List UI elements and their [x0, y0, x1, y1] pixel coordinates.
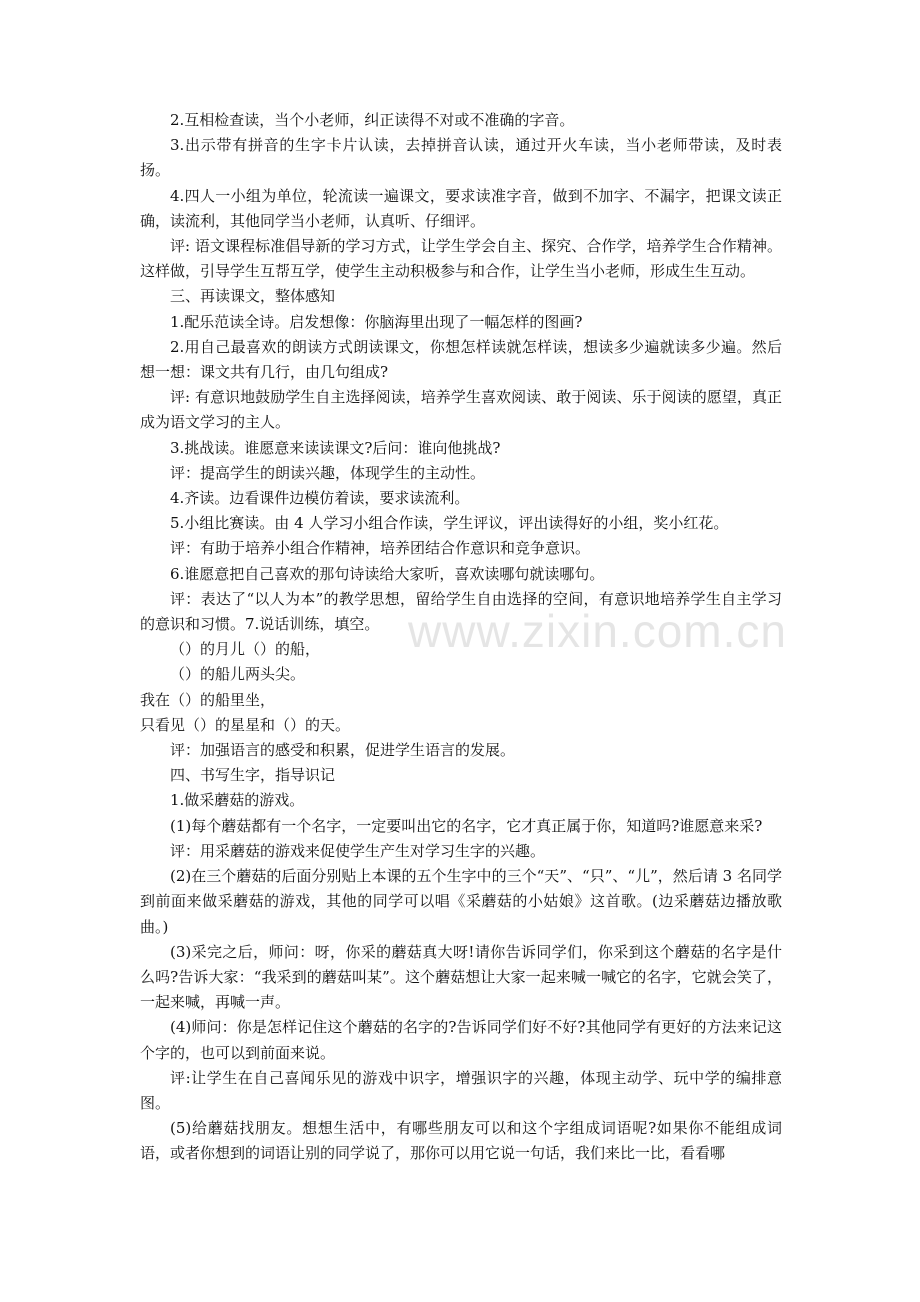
watermark: www.zixin.com.cn — [408, 605, 787, 657]
paragraph: 评: 有意识地鼓励学生自主选择阅读，培养学生喜欢阅读、敢于阅读、乐于阅读的愿望，真正成为语文学习的主人。 — [140, 388, 782, 432]
section-heading: 四、书写生字，指导识记 — [170, 766, 336, 785]
paragraph: 2.互相检查读，当个小老师，纠正读得不对或不准确的字音。 — [170, 111, 575, 129]
paragraph: 1.做采蘑菇的游戏。 — [170, 791, 305, 810]
fill-blank-line: （）的月儿（）的船， — [170, 640, 321, 659]
fill-blank-line: 只看见（）的星星和（）的天。 — [140, 715, 351, 734]
paragraph: (3)采完之后，师问：呀，你采的蘑菇真大呀!请你告诉同学们，你采到这个蘑菇的名字是什么吗?告诉大家：“我采到的蘑菇叫某”。这个蘑菇想让大家一起来喊一喊它的名字，它就会笑了，一起来喊，再喊一声。 — [140, 942, 782, 1012]
fill-blank-line: （）的船儿两头尖。 — [170, 665, 306, 684]
paragraph: (2)在三个蘑菇的后面分别贴上本课的五个生字中的三个“天”、“只”、“儿”，然后请 3 名同学到前面来做采蘑菇的游戏，其他的同学可以唱《采蘑菇的小姑娘》这首歌。(边采蘑菇边播放歌曲。) — [140, 867, 782, 936]
paragraph: 4.齐读。边看课件边模仿着读，要求读流利。 — [170, 489, 470, 508]
paragraph: 3.出示带有拼音的生字卡片认读，去掉拼音认读，通过开火车读，当小老师带读，及时表扬。 — [140, 136, 782, 180]
section-heading: 三、再读课文，整体感知 — [170, 287, 336, 306]
paragraph: 1.配乐范读全诗。启发想像：你脑海里出现了一幅怎样的图画? — [170, 312, 583, 331]
fill-blank-line: 我在（）的船里坐， — [140, 690, 276, 709]
paragraph: 评:让学生在自己喜闻乐见的游戏中识字，增强识字的兴趣，体现主动学、玩中学的编排意图。 — [140, 1068, 782, 1112]
paragraph: 评: 语文课程标准倡导新的学习方式，让学生学会自主、探究、合作学，培养学生合作精神。这样做，引导学生互帮互学，使学生主动积极参与和合作，让学生当小老师，形成生生互动。 — [140, 237, 782, 281]
paragraph: 评：有助于培养小组合作精神，培养团结合作意识和竞争意识。 — [170, 539, 591, 558]
paragraph: 评：用采蘑菇的游戏来促使学生产生对学习生字的兴趣。 — [170, 841, 546, 860]
paragraph: 评：表达了“以人为本”的教学思想，留给学生自由选择的空间，有意识地培养学生自主学习的意识和习惯。7.说话训练，填空。 — [140, 589, 782, 634]
paragraph: 评：加强语言的感受和积累，促进学生语言的发展。 — [170, 741, 516, 760]
paragraph: 6.谁愿意把自己喜欢的那句诗读给大家听，喜欢读哪句就读哪句。 — [170, 564, 605, 583]
paragraph: (1)每个蘑菇都有一个名字，一定要叫出它的名字，它才真正属于你，知道吗?谁愿意来采? — [170, 816, 763, 835]
document-body — [140, 108, 782, 1167]
paragraph: (5)给蘑菇找朋友。想想生活中，有哪些朋友可以和这个字组成词语呢?如果你不能组成词语，或者你想到的词语让别的同学说了，那你可以用它说一句话，我们来比一比，看看哪 — [140, 1119, 782, 1163]
paragraph: 4.四人一小组为单位，轮流读一遍课文，要求读准字音，做到不加字、不漏字，把课文读正确，读流利，其他同学当小老师，认真听、仔细评。 — [140, 186, 782, 230]
paragraph: (4)师问：你是怎样记住这个蘑菇的名字的?告诉同学们好不好?其他同学有更好的方法来记这个字的，也可以到前面来说。 — [140, 1018, 782, 1062]
paragraph: 2.用自己最喜欢的朗读方式朗读课文，你想怎样读就怎样读，想读多少遍就读多少遍。然后想一想：课文共有几行，由几句组成? — [140, 337, 782, 382]
paragraph: 5.小组比赛读。由 4 人学习小组合作读，学生评议，评出读得好的小组，奖小红花。 — [170, 514, 729, 533]
paragraph: 评：提高学生的朗读兴趣，体现学生的主动性。 — [170, 463, 486, 482]
paragraph: 3.挑战读。谁愿意来读读课文?后问：谁向他挑战? — [170, 438, 501, 457]
